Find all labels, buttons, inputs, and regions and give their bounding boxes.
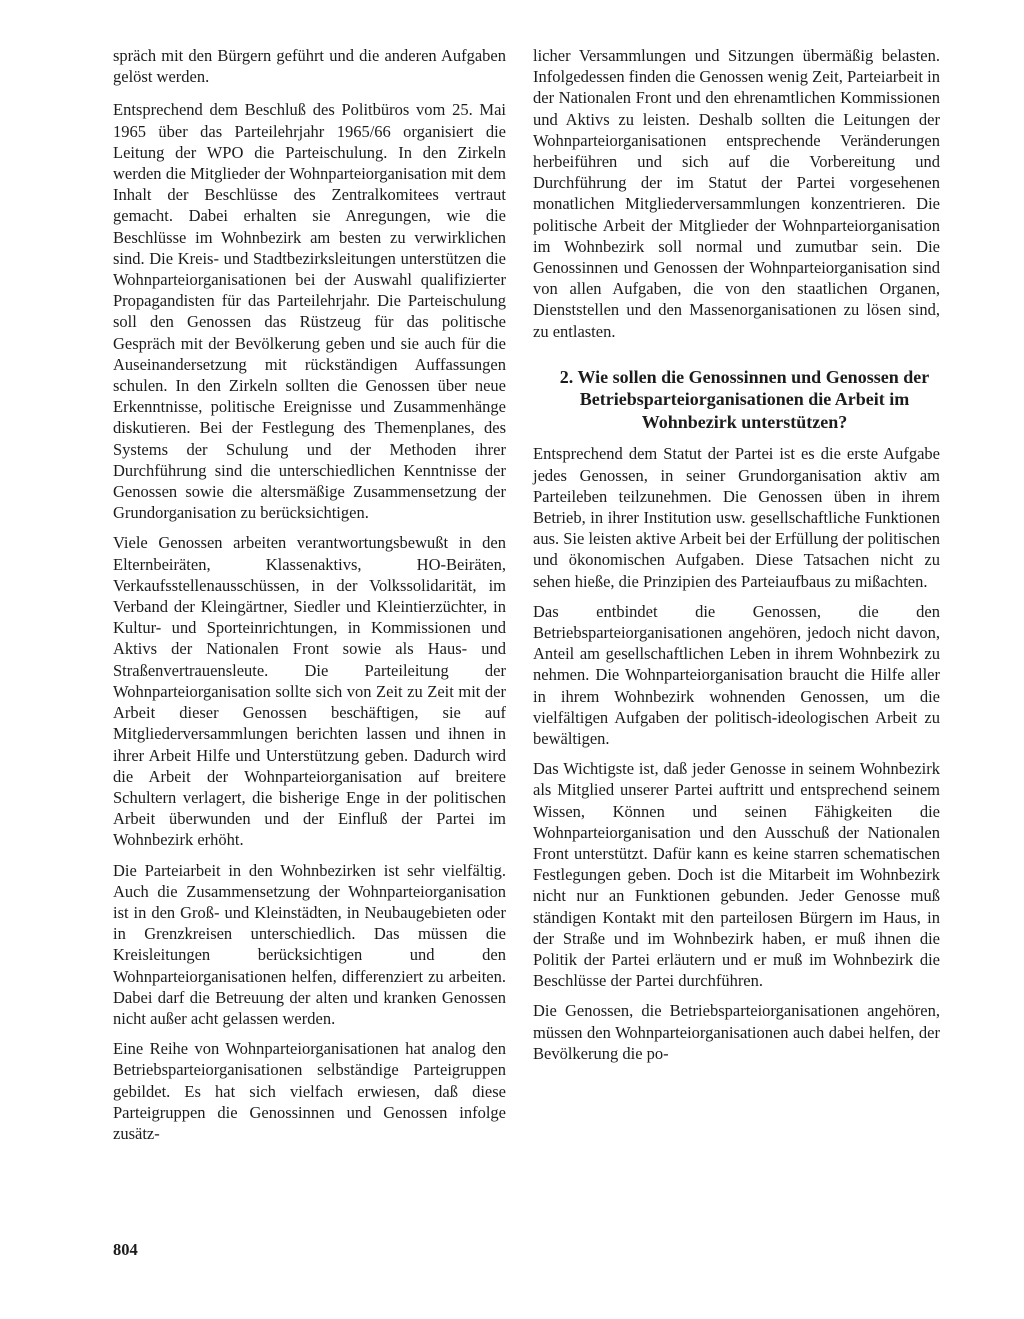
paragraph: spräch mit den Bürgern geführt und die anderen Aufgaben gelöst werden. xyxy=(113,46,506,87)
paragraph: Die Parteiarbeit in den Wohnbezirken ist sehr vielfältig. Auch die Zusammensetzung der Wohnparteiorganisation ist in den Groß- und Kleinstädten, in Neubaugebieten oder in Grenzkreisen unterschiedlich. Das müssen die Kreisleitungen berücksichtigen und den Wohnparteiorganisationen helfen, differenziert zu arbeiten. Dabei darf die Betreuung der alten und kranken Genossen nicht außer acht gelassen werden. xyxy=(113,860,506,1028)
paragraph: Eine Reihe von Wohnparteiorganisationen hat analog den Betriebsparteiorganisationen selbständige Parteigruppen gebildet. Es hat sich vielfach erwiesen, daß diese Parteigruppen die Genossinnen und Genossen infolge zusätz- xyxy=(113,1039,506,1143)
paragraph: Viele Genossen arbeiten verantwortungsbewußt in den Elternbeiräten, Klassenaktivs, HO-Beiräten, Verkaufsstellenausschüssen, in der Volkssolidarität, im Verband der Kleingärtner, Siedler und Kleintierzüchter, in Kultur- und Sporteinrichtungen, in Kommissionen und Aktivs der Nationalen Front sowie als Haus- und Straßenvertrauensleute. Die Parteileitung der Wohnparteiorganisation sollte sich von Zeit zu Zeit mit der Arbeit dieser Genossen beschäftigen, sie auf Mitgliederversammlungen berichten lassen und ihnen in ihrer Arbeit Hilfe und Unterstützung geben. Dadurch wird die Arbeit der Wohnparteiorganisation auf breitere Schultern verlagert, die bisherige Enge in der politischen Arbeit überwunden und der Einfluß der Partei im Wohnbezirk erhöht. xyxy=(113,533,506,850)
paragraph: Die Genossen, die Betriebsparteiorganisationen angehören, müssen den Wohnparteiorganisationen auch dabei helfen, der Bevölkerung die po- xyxy=(533,1001,940,1063)
right-column xyxy=(533,45,940,1073)
paragraph: Das Wichtigste ist, daß jeder Genosse in seinem Wohnbezirk als Mitglied unserer Partei auftritt und entsprechend seinem Wissen, Können und seinen Fähigkeiten die Wohnparteiorganisation und den Ausschuß der Nationalen Front unterstützt. Dafür kann es keine starren schematischen Festlegungen geben. Doch ist die Mitarbeit im Wohnbezirk nicht nur an Funktionen gebunden. Jeder Genosse muß ständigen Kontakt mit den parteilosen Bürgern im Haus, in der Straße und im Wohnbezirk haben, er muß ihnen die Politik der Partei erläutern und er muß im Wohnbezirk die Beschlüsse der Partei durchführen. xyxy=(533,759,940,991)
page-number: 804 xyxy=(113,1240,138,1259)
paragraph: licher Versammlungen und Sitzungen übermäßig belasten. Infolgedessen finden die Genossen wenig Zeit, Parteiarbeit in der Nationalen Front und den ehrenamtlichen Kommissionen und Aktivs zu leisten. Deshalb sollten die Leitungen der Wohnparteiorganisationen entsprechende Veränderungen herbeiführen und sich auf die Vorbereitung und Durchführung der im Statut der Partei vorgesehenen monatlichen Mitgliederversammlungen konzentrieren. Die politische Arbeit der Mitglieder der Wohnparteiorganisation im Wohnbezirk soll normal und zumutbar sein. Die Genossinnen und Genossen der Wohnparteiorganisation sind von allen Aufgaben, die von den staatlichen Organen, Dienststellen und den Massenorganisationen zu lösen sind, zu entlasten. xyxy=(533,46,940,341)
paragraph: Das entbindet die Genossen, die den Betriebsparteiorganisationen angehören, jedoch nicht davon, Anteil am gesellschaftlichen Leben in ihrem Wohnbezirk zu nehmen. Die Wohnparteiorganisation braucht die Hilfe aller in ihrem Wohnbezirk wohnenden Genossen, um die vielfältigen Aufgaben der politisch-ideologischen Arbeit zu bewältigen. xyxy=(533,601,940,748)
left-column xyxy=(113,45,506,1153)
paragraph: Entsprechend dem Statut der Partei ist es die erste Aufgabe jedes Genossen, in seiner Grundorganisation aktiv am Parteileben teilzunehmen. Die Genossen üben in ihrem Betrieb, in ihrer Institution usw. gesellschaftliche Funktionen aus. Sie leisten aktive Arbeit bei der Erfüllung der politischen und ökonomischen Aufgaben. Diese Tatsachen nicht zu sehen hieße, die Prinzipien des Parteiaufbaus zu mißachten. xyxy=(533,444,940,591)
paragraph: Entsprechend dem Beschluß des Politbüros vom 25. Mai 1965 über das Parteilehrjahr 1965/66 organisiert die Leitung der WPO die Parteischulung. In den Zirkeln werden die Mitglieder der Wohnparteiorganisation mit dem Inhalt der Beschlüsse des Zentralkomitees vertraut gemacht. Dabei erhalten sie Anregungen, wie die Beschlüsse im Wohnbezirk am besten zu verwirklichen sind. Die Kreis- und Stadtbezirksleitungen unterstützen die Wohnparteiorganisationen bei der Auswahl qualifizierter Propagandisten für das Parteilehrjahr. Die Parteischulung soll den Genossen das Rüstzeug für das politische Gespräch mit der Bevölkerung geben und sie auch für die Auseinandersetzung mit rückständigen Auffassungen schulen. In den Zirkeln sollten die Genossen über neue Erkenntnisse, politische Ereignisse und Zusammenhänge diskutieren. Bei der Festlegung des Themenplanes, des Systems der Schulung und der Methoden ihrer Durchführung sind die unterschiedlichen Kenntnisse der Genossen sowie die altersmäßige Zusammensetzung der Grundorganisation zu berücksichtigen. xyxy=(113,100,506,523)
section-heading: 2. Wie sollen die Genossinnen und Genossen der Betriebsparteiorganisationen die Arbeit im Wohnbezirk unterstützen? xyxy=(559,366,930,432)
